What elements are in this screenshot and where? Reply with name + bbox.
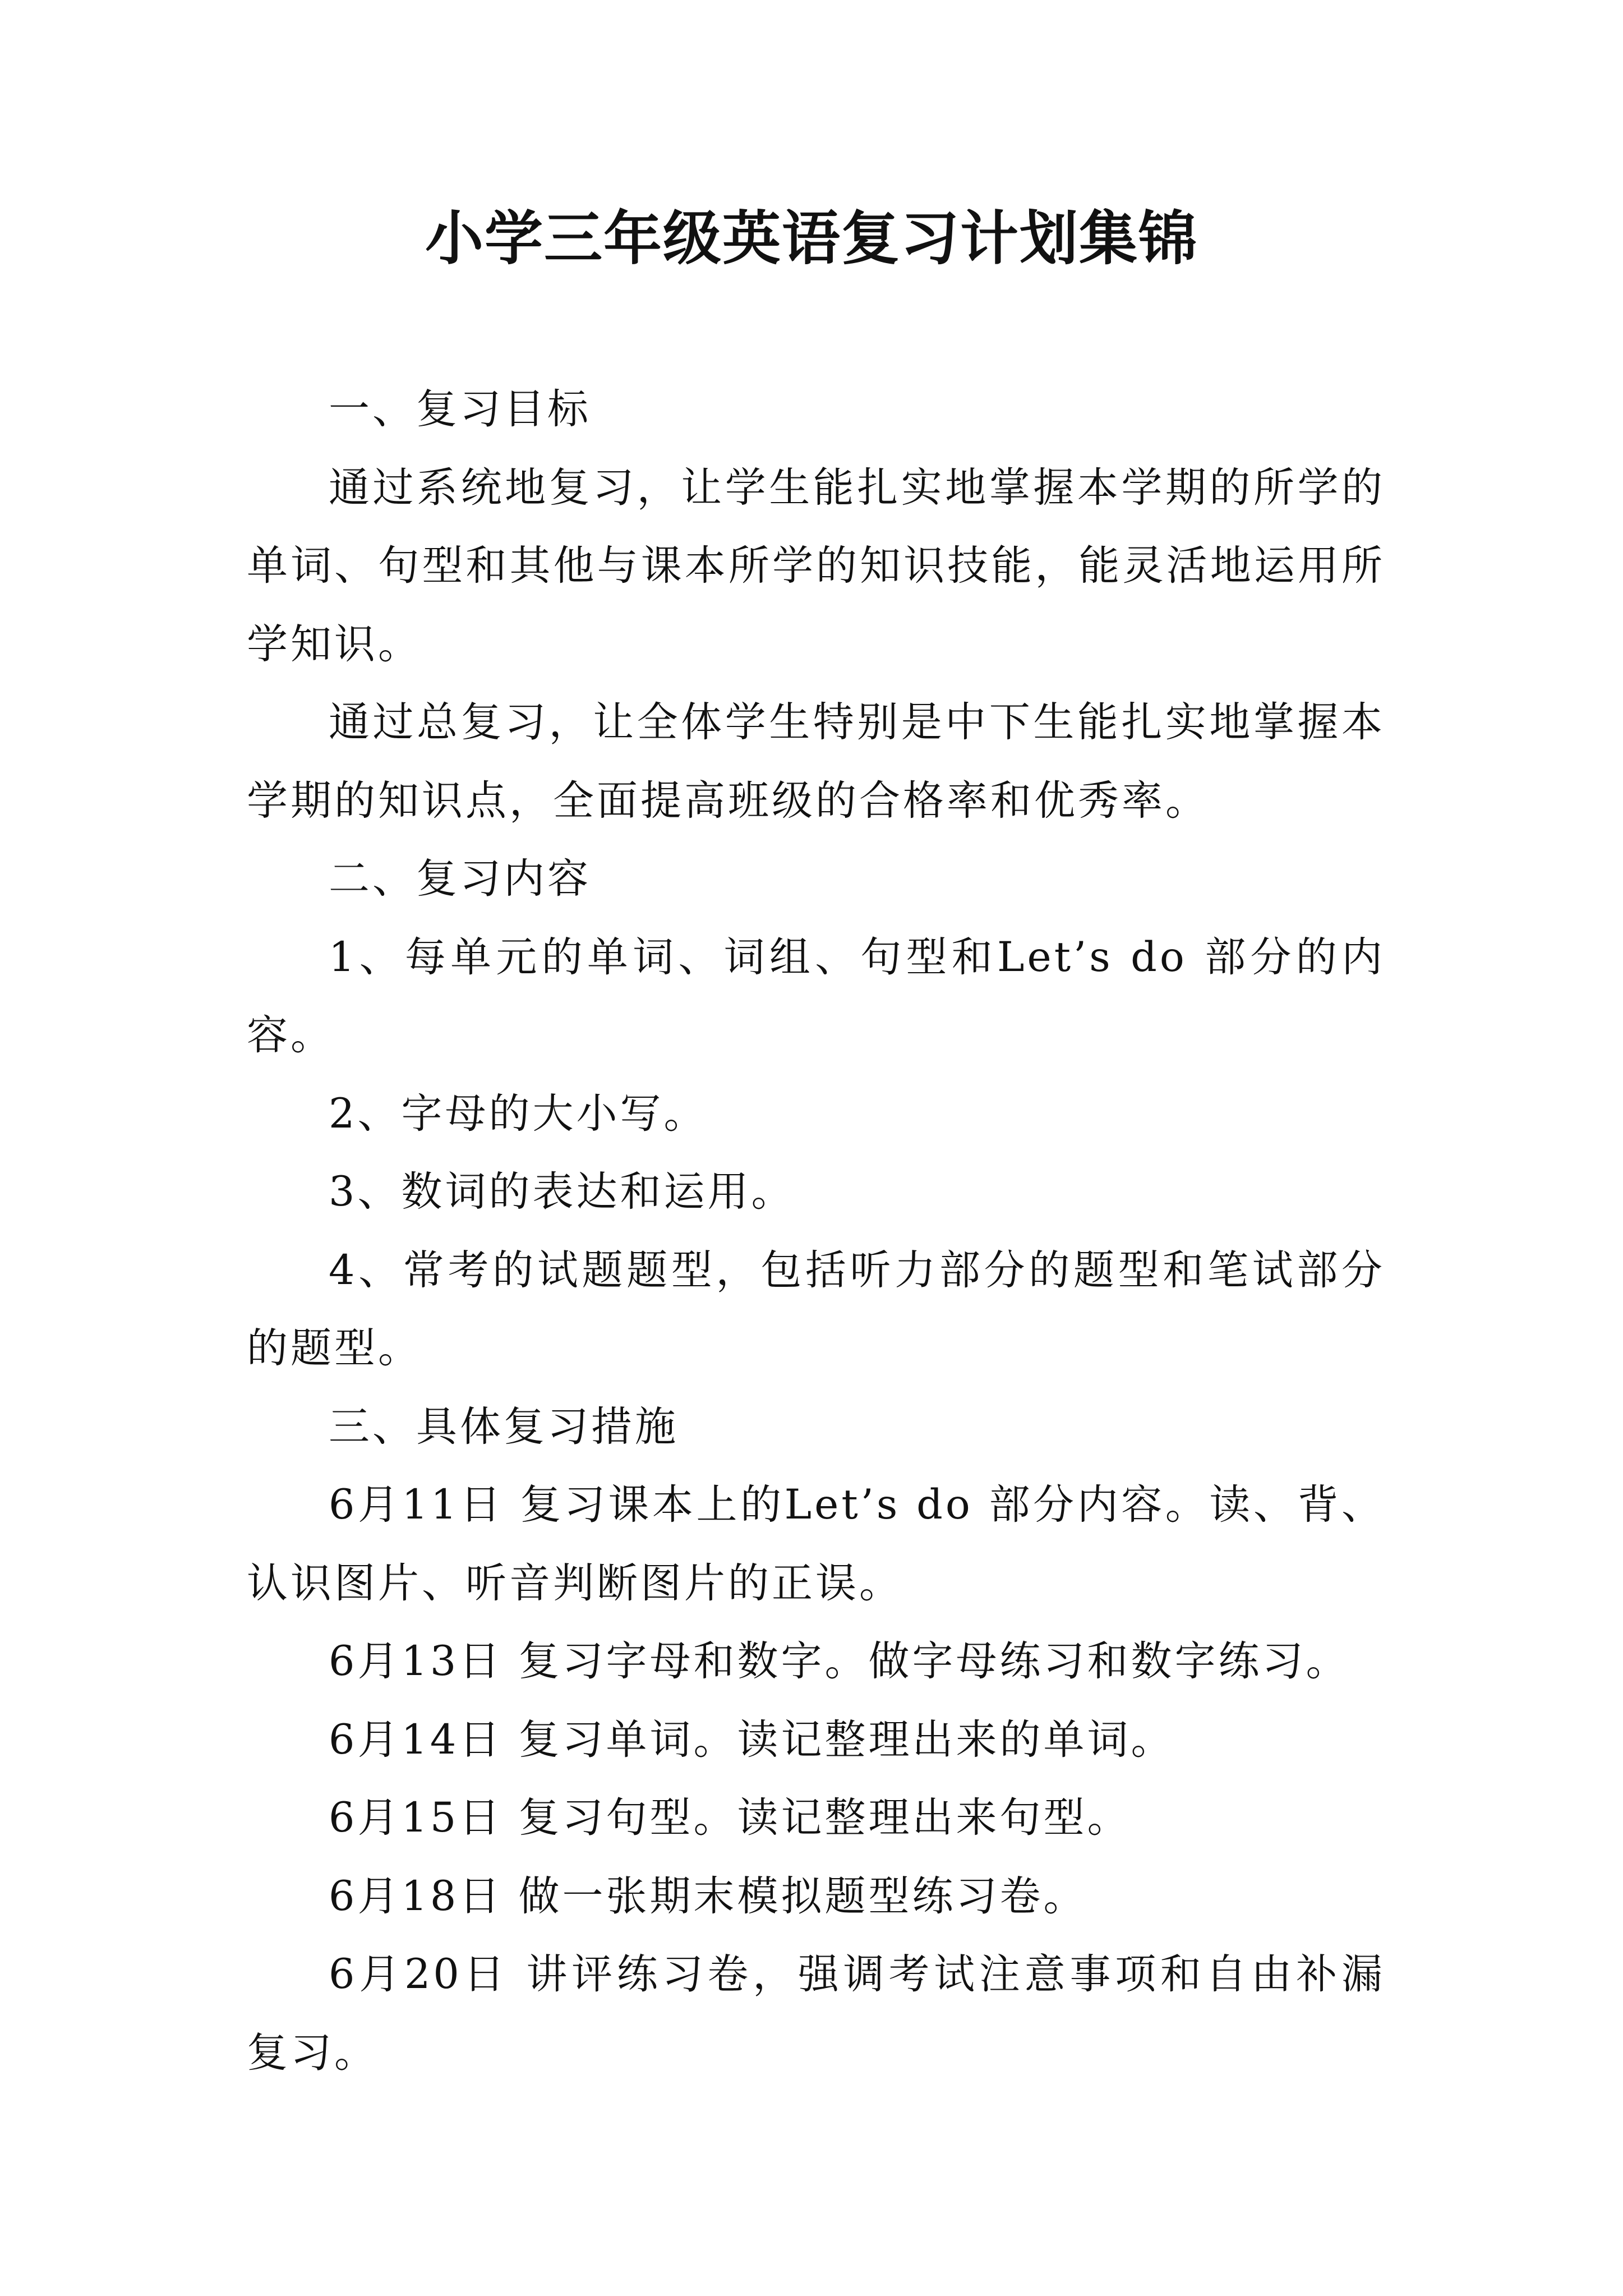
schedule-item: 6月14日 复习单词。读记整理出来的单词。 bbox=[329, 1715, 1175, 1764]
section-heading-review-content: 二、复习内容 bbox=[329, 855, 591, 903]
schedule-item: 6月11日 复习课本上的Let’s do 部分内容。读、背、认识图片、听音判断图片的正误。 bbox=[247, 1481, 1385, 1607]
list-item: 2、字母的大小写。 bbox=[329, 1089, 708, 1138]
document-body bbox=[247, 370, 1385, 2092]
section-heading-review-goals: 一、复习目标 bbox=[329, 385, 591, 433]
paragraph: 通过总复习，让全体学生特别是中下生能扎实地掌握本学期的知识点，全面提高班级的合格率和优秀率。 bbox=[247, 698, 1385, 825]
list-item: 4、常考的试题题型，包括听力部分的题型和笔试部分的题型。 bbox=[247, 1246, 1385, 1372]
schedule-item: 6月18日 做一张期末模拟题型练习卷。 bbox=[329, 1872, 1087, 1920]
schedule-item: 6月15日 复习句型。读记整理出来句型。 bbox=[329, 1794, 1131, 1842]
section-heading-review-measures: 三、具体复习措施 bbox=[329, 1402, 679, 1451]
schedule-item: 6月20日 讲评练习卷，强调考试注意事项和自由补漏复习。 bbox=[247, 1950, 1385, 2077]
page-title: 小学三年级英语复习计划集锦 bbox=[425, 204, 1198, 273]
list-item: 1、每单元的单词、词组、句型和Let’s do 部分的内容。 bbox=[247, 933, 1385, 1059]
schedule-item: 6月13日 复习字母和数字。做字母练习和数字练习。 bbox=[329, 1637, 1350, 1685]
list-item: 3、数词的表达和运用。 bbox=[329, 1168, 795, 1216]
paragraph: 通过系统地复习，让学生能扎实地掌握本学期的所学的单词、句型和其他与课本所学的知识技能，能灵活地运用所学知识。 bbox=[247, 463, 1385, 668]
